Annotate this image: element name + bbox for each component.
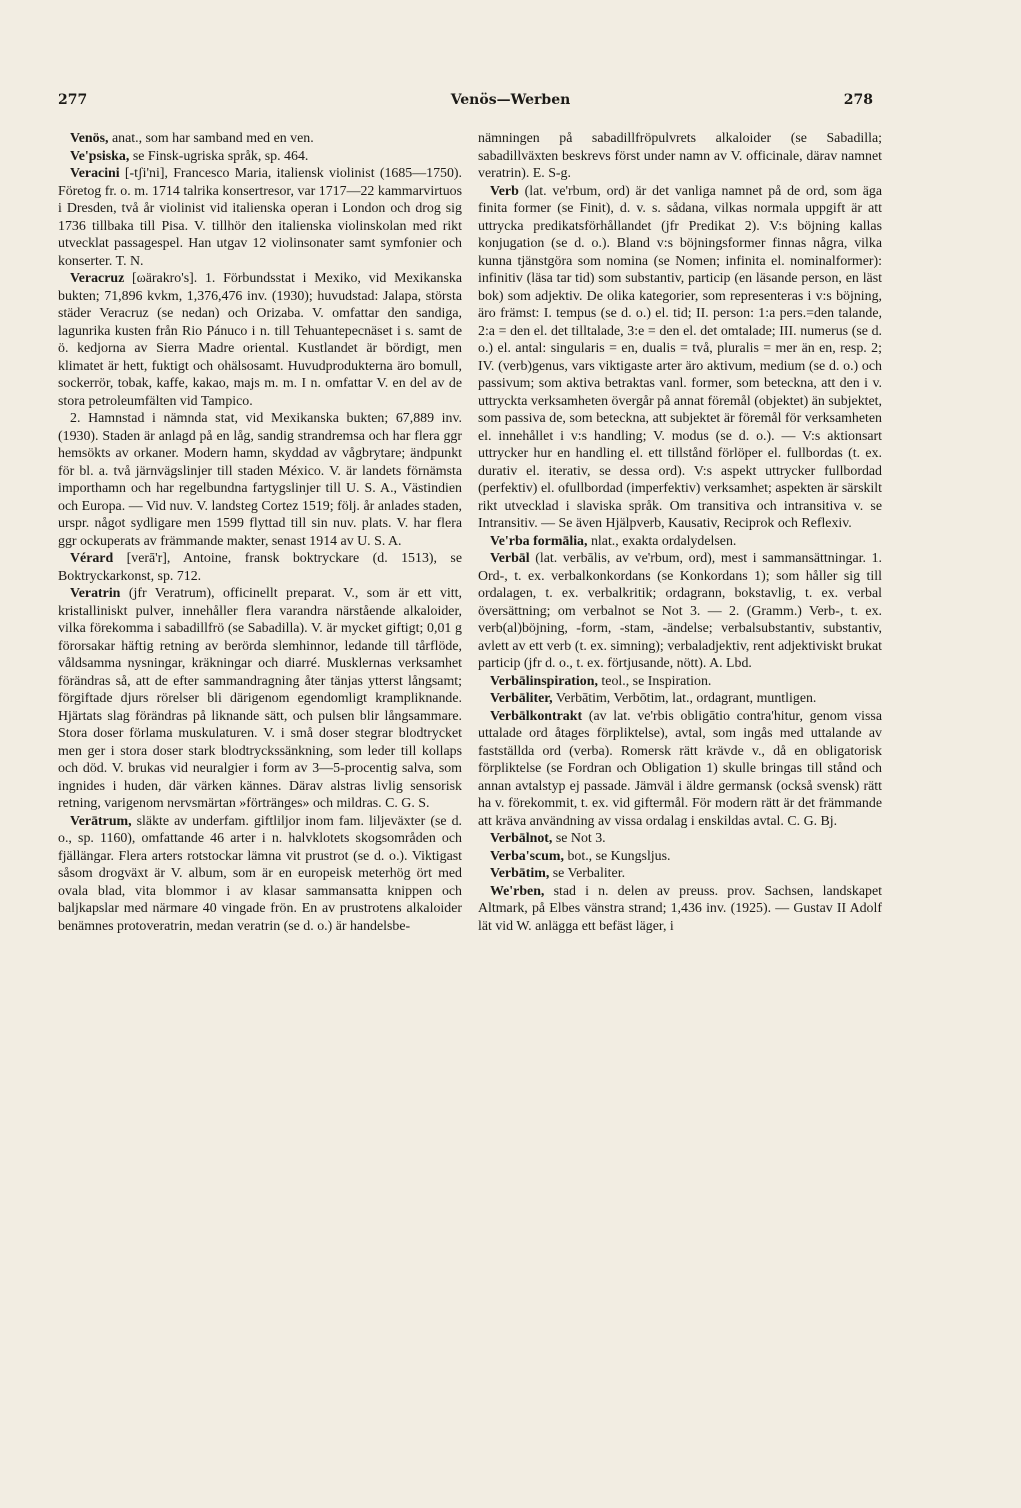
entry-text: se Not 3.	[555, 831, 606, 846]
headword: Ve'rba formālia,	[490, 533, 588, 549]
entry-text: [verā'r], Antoine, fransk boktryckare (d. 1513), se Boktryckarkonst, sp. 712.	[58, 551, 462, 584]
entry-text: teol., se Inspiration.	[601, 673, 712, 689]
entry-text: (lat. ve'rbum, ord) är det vanliga namnet på de ord, som äga finita former (se Finit), d. v. s. sådana, vilkas normala uppgift är att uttrycka predikatsförhållandet (jfr Predikat 2). V:s böjning kallas konjugation (se d. o.). Bland v:s böjningsformer finnas några, vilka kunna tjänstgöra som nomina (se Nomen; infinita el. nominalformer): infinitiv (läsa tar tid) som substantiv, particip (en läsande person, en läst bok) som adjektiv. De olika kategorier, som representeras i v:s böjning, äro främst: I. tempus (se d. o.) el. tid; II. person: 1:a pers.=den talande, 2:a = den el. det tilltalade, 3:e = den el. det omtalade; III. numerus (se d. o.) el. antal: singularis = en, dualis = två, pluralis = mer än en, resp. 2; IV. (verb)genus, vars viktigaste arter äro aktivum, medium (se d. o.) och passivum; som aktiva betraktas vanl. former, som beteckna, att den i v. uttryckta verksamheten övergår på annat föremål (objektet) än subjektet, som passiva de, som beteckna, att subjektet är föremål för verksamheten el. innehållet i v:s handling; V. modus (se d. o.). — V:s aktionsart uttrycker hur en handling el. ett tillstånd förlöper el. fullbordas (t. ex. durativ el. iterativ, se dessa ord). V:s aspekt uttrycker fullbordad (perfektiv) el. ofullbordad (imperfektiv) verksamhet; aspekten är särskilt rikt utvecklad i slaviska språk. Om transitiva och intransitiva v. se Intransitiv. — Se även Hjälpverb, Kausativ, Reciprok och Reflexiv.	[478, 183, 882, 531]
headword: Verbālnot,	[490, 831, 553, 846]
running-head: Venös—Werben	[450, 92, 571, 108]
entry-text: se Verbaliter.	[552, 866, 626, 881]
entry	[478, 533, 882, 551]
entry-text: (av lat. ve'rbis obligātio contra'hitur, genom vissa uttalade ord åtages förpliktelse), avtal, som ingås med uttalande av fastställda ord (verba). Romersk rätt krävde v., då en obligatorisk förpliktelse (se Fordran och Obligation 1) skulle bringas till stånd och annan avtalstyp ej passade. Jämväl i äldre germansk (också svensk) rätt ha v. förekommit, t. ex. vid giftermål. För modern rätt är det främmande att kräva användning av vissa ordalag i enskildas avtal. C. G. Bj.	[478, 708, 882, 829]
entry-text: (jfr Veratrum), officinellt preparat. V., som är ett vitt, kristalliniskt pulver, innehåller flera varandra närstående alkaloider, vilka förekomma i sabadillfrö (se Sabadilla). V. är mycket giftigt; 0,01 g förorsakar häftig retning av berörda slemhinnor, ledande till tårflöde, våldsamma nysningar, kräkningar och diarré. Musklernas verksamhet förändras så, att de efter sammandragning åter tänjas ytterst långsamt; förgiftade djurs rörelser bli därigenom egendomligt krampliknande. Hjärtats slag förändras på liknande sätt, och pulsen blir långsammare. Stora doser förlama muskulaturen. V. i små doser stegrar blodtrycket men ger i stora doser stark blodtryckssänkning, som leder till kollaps och död. V. brukas vid neuralgier i form av 3—5-procentig salva, som ingnides i huden, där värken kännes. Därav alstras livlig sensorisk retning, varigenom nervsmärtan »förtränges» och mildras. C. G. S.	[58, 586, 462, 811]
entry	[478, 848, 882, 866]
left-page-number: 277	[58, 92, 88, 108]
entry-text: bot., se Kungsljus.	[567, 848, 671, 864]
headword: Verba'scum,	[490, 848, 564, 864]
entry	[478, 865, 882, 883]
page-header	[0, 92, 1021, 116]
headword: Verbātim,	[490, 866, 550, 881]
entry	[58, 410, 462, 550]
headword: Verbāl	[490, 551, 530, 566]
headword: Verbālinspiration,	[490, 673, 598, 689]
entry	[478, 883, 882, 936]
right-column	[478, 130, 882, 1440]
entry-text: [ωärakro's]. 1. Förbundsstat i Mexiko, vid Mexikanska bukten; 71,896 kvkm, 1,376,476 inv. (1930); huvudstad: Jalapa, största städer Veracruz (se nedan) och Orizaba. V. omfattar den sandiga, lagunrika kusten från Rio Pánuco i n. till Tehuantepecnäset i s. samt de ö. kedjorna av Sierra Madre oriental. Kustlandet är bördigt, men klimatet är hett, fuktigt och ohälsosamt. Huvudprodukterna äro bomull, sockerrör, tobak, kaffe, kakao, majs m. m. I n. omfattar V. en del av de stora petroleumfälten vid Tampico.	[58, 271, 462, 409]
headword: Vérard	[70, 551, 114, 566]
headword: Verb	[490, 183, 519, 199]
entry	[478, 183, 882, 533]
entry	[478, 550, 882, 673]
entry-text: Verbātim, Verbōtim, lat., ordagrant, muntligen.	[555, 691, 817, 706]
entry	[478, 708, 882, 831]
entry	[58, 585, 462, 813]
headword: We'rben,	[490, 883, 545, 899]
left-column	[58, 130, 462, 1440]
entry-text: (lat. verbālis, av ve'rbum, ord), mest i sammansättningar. 1. Ord-, t. ex. verbalkonkordans (se Konkordans 1); som håller sig till ordalagen, t. ex. verbalkritik; ordagrann, bokstavlig, t. ex. verbal översättning; om verbalnot se Not 3. — 2. (Gramm.) Verb-, t. ex. verb(al)böjning, -form, -stam, -ändelse; verbalsubstantiv, substantiv, avlett av ett verb (t. ex. simning); verbaladjektiv, rent adjektiviskt brukat particip (jfr d. o., t. ex. förtjusande, nött). A. Lbd.	[478, 551, 882, 671]
headword: Venös,	[70, 131, 109, 146]
headword: Verbālkontrakt	[490, 708, 583, 724]
entry-text: stad i n. delen av preuss. prov. Sachsen, landskapet Altmark, på Elbes vänstra strand; 1,436 inv. (1925). — Gustav II Adolf lät vid W. anlägga ett befäst läger, i	[478, 883, 882, 934]
entry-text: anat., som har samband med en ven.	[111, 131, 314, 146]
entry	[478, 690, 882, 708]
headword: Veracruz	[70, 271, 125, 286]
entry	[58, 270, 462, 410]
entry	[58, 165, 462, 270]
entry-text: [-tʃi'ni], Francesco Maria, italiensk violinist (1685—1750). Företog fr. o. m. 1714 talrika konsertresor, var 1717—22 kammarvirtuos i Dresden, två år violinist vid italienska operan i London och drog sig 1736 tillbaka till Pisa. V. tillhör den italienska violinskolan med rikt utvecklat passagespel. Han utgav 12 violinsonater samt symfonier och konserter. T. N.	[58, 166, 462, 269]
entry	[478, 130, 882, 183]
headword: Verbāliter,	[490, 691, 553, 706]
headword: Ve'psiska,	[70, 148, 130, 164]
entry-text: 2. Hamnstad i nämnda stat, vid Mexikanska bukten; 67,889 inv. (1930). Staden är anlagd på en låg, sandig strandremsa och har flera ggr hemsökts av orkaner. Modern hamn, skyddad av vågbrytare; ändpunkt för bl. a. två järnvägslinjer till staden México. V. är landets förnämsta importhamn och har regelbundna fartygslinjer till U. S. A., Västindien och Europa. — Vid nuv. V. landsteg Cortez 1519; följ. år anlades staden, urspr. något sydligare men 1599 flyttad till sin nuv. plats. V. har flera ggr ockuperats av främmande makter, senast 1914 av U. S. A.	[58, 411, 462, 549]
right-page-number: 278	[843, 92, 873, 108]
headword: Verātrum,	[70, 813, 132, 829]
headword: Veracini	[70, 166, 120, 181]
entry	[58, 148, 462, 166]
entry	[58, 550, 462, 585]
headword: Veratrin	[70, 586, 121, 601]
entry-text: nlat., exakta ordalydelsen.	[590, 533, 737, 549]
entry-text: nämningen på sabadillfröpulvrets alkaloider (se Sabadilla; sabadillväxten beskrevs först under namn av V. officinale, därav namnet veratrin). E. S-g.	[478, 131, 882, 181]
entry	[58, 813, 462, 936]
entry	[478, 830, 882, 848]
entry	[58, 130, 462, 148]
entry-text: se Finsk-ugriska språk, sp. 464.	[132, 148, 309, 164]
entry	[478, 673, 882, 691]
entry-text: släkte av underfam. giftliljor inom fam. liljeväxter (se d. o., sp. 1160), omfattande 46 arter i n. halvklotets skogsområden och fjällängar. Flera arters rotstockar lämna vit prustrot (se d. o.). Viktigast såsom drogväxt är V. album, som är en europeisk meterhög ört med ovala blad, vita blommor i av klasar sammansatta knippen och baljkapslar med närmare 40 vingade frön. En av prustrotens alkaloider benämnes protoveratrin, medan veratrin (se d. o.) är handelsbe-	[58, 813, 462, 934]
